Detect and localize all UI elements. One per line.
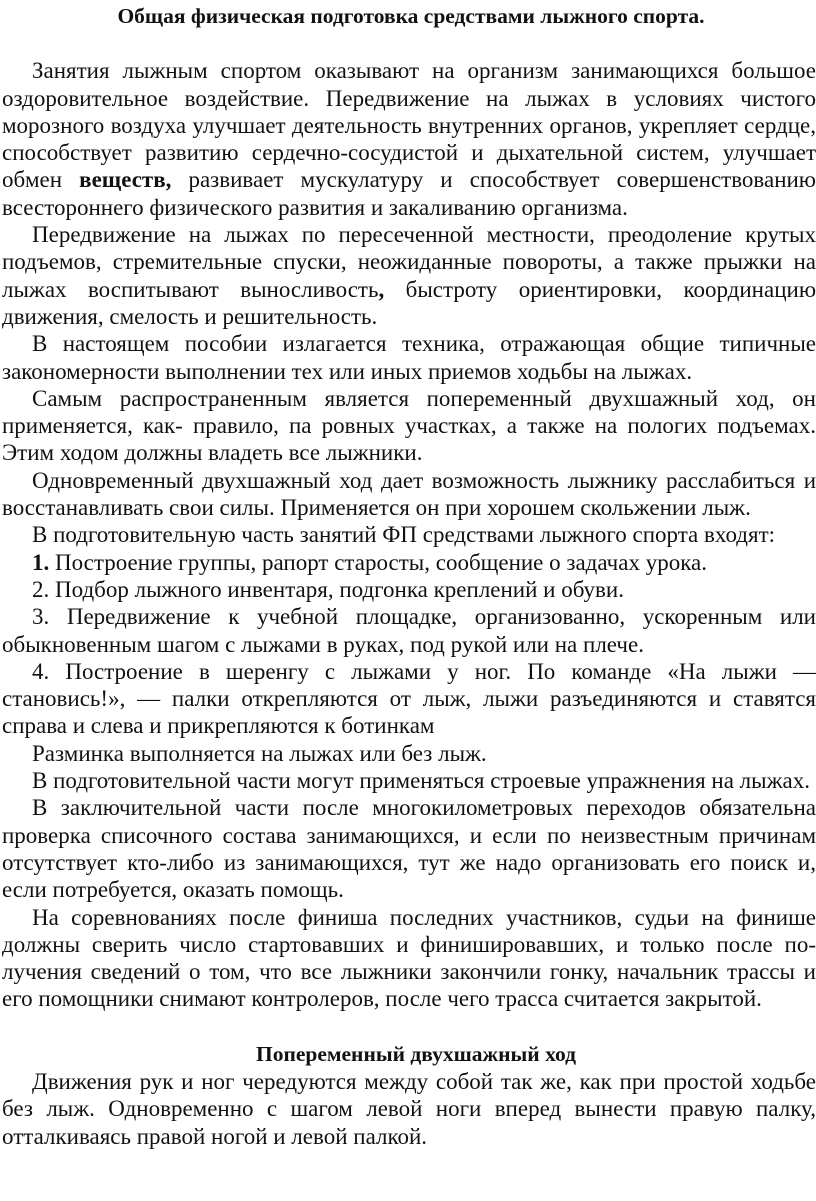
bold-word: веществ, (79, 167, 172, 193)
paragraph-13: В заключительной части после многокилометровых переходов обязательна проверка списочного состава занимающихся, и если по неизвестным причинам отсутствует кто-либо из занимающихся, тут же надо организовать его поиск и, если потребуется, оказать помощь. (2, 795, 816, 903)
paragraph-text: Занятия лыжным спортом оказывают на организм занимающихся большое оздоровительное воздействие. Передвижение на лыжах в условиях чистого морозного воздуха улучшает деятельность внутренних органов, укрепляет сердце, способствует развитию сердечно-сосудистой и дыхательной систем, улучшает обмен (2, 58, 816, 193)
spacer (2, 1013, 816, 1041)
list-item-3: 3. Передвижение к учебной площадке, организованно, ускоренным или обыкновенным шагом с лыжами в руках, под рукой или на плече. (2, 604, 816, 657)
paragraph-5: Одновременный двухшажный ход дает возможность лыжнику расслабиться и восстанавливать свои силы. Применяется он при хорошем скольжении лыж. (2, 467, 816, 521)
paragraph-text: быстроту ориентировки, координацию движения, смелость и решительность. (2, 276, 816, 329)
paragraph-text: Передвижение на лыжах по пересеченной местности, преодоление крутых подъемов, стремительные спуски, неожиданные повороты, а также прыжки на лыжах воспитывают выносливость (2, 222, 816, 302)
paragraph-6: В подготовительную часть занятий ФП средствами лыжного спорта входят: (32, 522, 776, 548)
section2-paragraph-1: Движения рук и ног чередуются между собой так же, как при простой ходьбе без лыж. Одновременно с шагом левой ноги вперед вынести правую палку, отталкиваясь правой ногой и левой палкой. (2, 1068, 816, 1149)
paragraph-12: В подготовительной части могут применяться строевые упражнения на лыжах. (32, 768, 810, 794)
paragraph-2 (2, 221, 816, 330)
list-item-2: 2. Подбор лыжного инвентаря, подгонка креплений и обуви. (32, 576, 624, 602)
paragraph-4: Самым распространенным является попеременный двухшажный ход, он применяется, как- правило, па ровных участках, а также на пологих подъемах. Этим ходом должны владеть все лыжники. (2, 385, 816, 466)
list-number: 1. (32, 549, 50, 575)
list-item-4: 4. Построение в шеренгу с лыжами у ног. По команде «На лыжи — становись!», — палки открепляются от лыж, лыжи разъединяются и ставятся справа и слева и прикрепляются к ботинкам (2, 658, 816, 739)
list-item-1 (2, 549, 816, 576)
paragraph-14: На соревнованиях после финиша последних участников, судьи на финише должны сверить число стартовавших и финишировавших, и только после получения сведений о том, что все лыжники закончили гонку, начальник трассы и его помощники снимают контролеров, после чего трасса считается закрытой. (2, 904, 816, 1012)
spacer (2, 30, 816, 57)
paragraph-11: Разминка выполняется на лыжах или без лыж. (32, 740, 487, 766)
paragraph-1 (2, 57, 816, 221)
section-heading: Попеременный двухшажный ход (255, 1041, 577, 1066)
bold-comma: , (378, 276, 385, 302)
paragraph-text: развивает мускулатуру и способствует совершенствованию всестороннего физического развития и закаливанию организма. (2, 167, 816, 220)
list-item-text: Построение группы, рапорт старосты, сообщение о задачах урока. (49, 549, 707, 575)
page-title: Общая физическая подготовка средствами лыжного спорта. (117, 4, 705, 28)
paragraph-3: В настоящем пособии излагается техника, отражающая общие типичные закономерности выполнении тех или иных приемов ходьбы на лыжах. (2, 331, 816, 384)
